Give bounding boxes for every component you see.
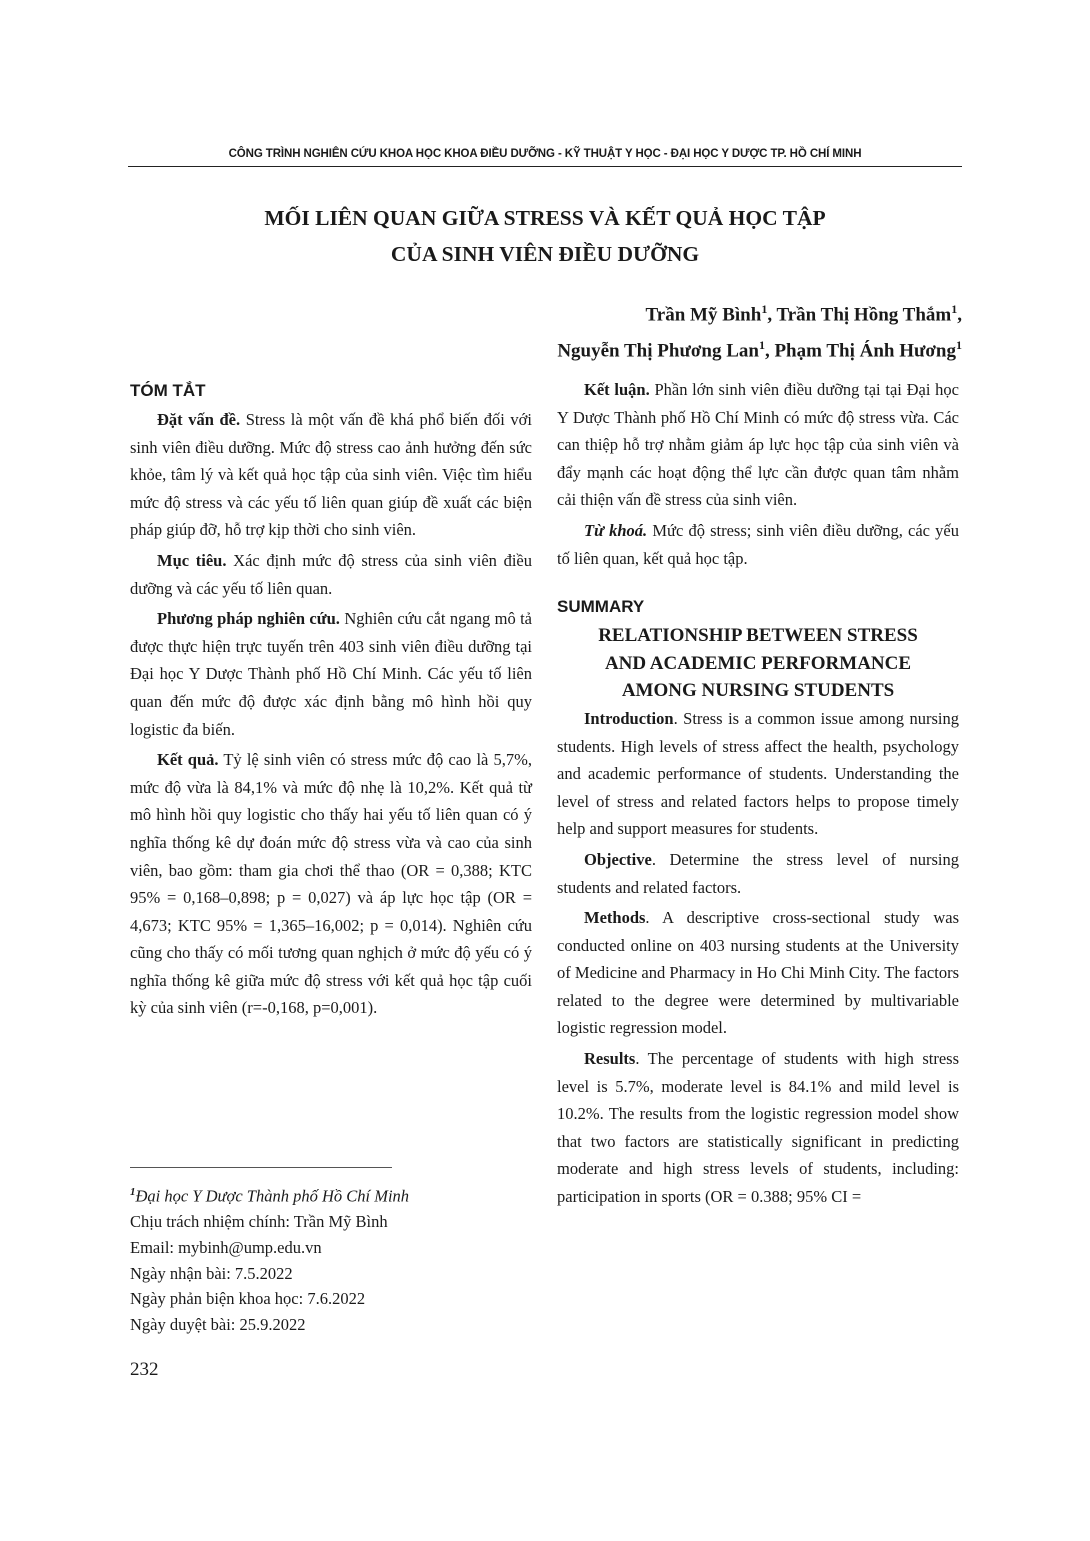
- abstract-paragraph: Kết quả. Tỷ lệ sinh viên có stress mức độ cao là 5,7%, mức độ vừa là 84,1% và mức độ nhẹ là 10,2%. Kết quả từ mô hình hồi quy logistic cho thấy hai yếu tố liên quan có ý nghĩa thống kê dự đoán mức độ stress vừa và cao của sinh viên, bao gồm: tham gia chơi thể thao (OR = 0,388; KTC 95% = 0,168–0,898; p = 0,027) và áp lực học tập (OR = 4,673; KTC 95% = 1,365–16,002; p = 0,014). Nghiên cứu cũng cho thấy có mối tương quan nghịch ở mức độ yếu có ý nghĩa thống kê giữa mức độ stress với kết quả học tập cuối kỳ của sinh viên (r=-0,168, p=0,001).: [130, 750, 532, 1018]
- footnote-accepted: Ngày duyệt bài: 25.9.2022: [130, 1315, 306, 1335]
- abstract-paragraph: Kết luận. Phần lớn sinh viên điều dưỡng tại tại Đại học Y Dược Thành phố Hồ Chí Minh có mức độ stress vừa. Các can thiệp hỗ trợ nhằm giảm áp lực học tập của sinh viên và đẩy mạnh các hoạt động thể lực cần được quan tâm nhằm cải thiện vấn đề stress của sinh viên.: [557, 380, 959, 510]
- running-head: CÔNG TRÌNH NGHIÊN CỨU KHOA HỌC KHOA ĐIỀU DƯỠNG - KỸ THUẬT Y HỌC - ĐẠI HỌC Y DƯỢC TP. HỒ CHÍ MINH: [228, 148, 862, 160]
- abstract-heading: TÓM TẮT: [130, 381, 206, 400]
- summary-title: RELATIONSHIP BETWEEN STRESS AND ACADEMIC PERFORMANCE AMONG NURSING STUDENTS: [598, 625, 918, 702]
- footnote-rule: [130, 1167, 392, 1168]
- author-name: Trần Thị Hồng Thắm: [776, 304, 952, 326]
- title-line-2: CỦA SINH VIÊN ĐIỀU DƯỠNG: [390, 242, 700, 266]
- summary-paragraph: Introduction. Stress is a common issue among nursing students. High levels of stress affect the health, psychology and academic performance of students. Understanding the level of stress and related factors helps to propose timely help and support measures for students.: [557, 708, 959, 839]
- author-name: Trần Mỹ Bình: [645, 304, 762, 326]
- author-affiliation-mark: 1: [956, 338, 962, 353]
- author-line-2: Nguyễn Thị Phương Lan$^1$, Phạm Thị Ánh Hương$^1$: [557, 338, 962, 362]
- footnote-received: Ngày nhận bài: 7.5.2022: [130, 1263, 293, 1283]
- author-affiliation-mark: 1: [758, 338, 765, 353]
- footnote-reviewed: Ngày phản biện khoa học: 7.6.2022: [130, 1289, 366, 1309]
- author-name: Nguyễn Thị Phương Lan: [557, 340, 759, 362]
- footnote-email: Email: mybinh@ump.edu.vn: [130, 1237, 322, 1257]
- header-rule: [128, 166, 962, 167]
- left-column: [130, 376, 532, 1025]
- author-affiliation-mark: 1: [761, 302, 768, 316]
- summary-paragraph: Objective. Determine the stress level of nursing students and related factors.: [557, 849, 959, 897]
- summary-paragraph: Results. The percentage of students with high stress level is 5.7%, moderate level is 84.1% and mild level is 10.2%. The results from the logistic regression model show that two factors are statistically significant in predicting moderate and high stress levels of students, including: participation in sports (OR = 0.388; 95% CI =: [557, 1049, 959, 1207]
- author-list: [557, 294, 962, 367]
- abstract-paragraph: Đặt vấn đề. Stress là một vấn đề khá phổ biến đối với sinh viên điều dưỡng. Mức độ stress cao ảnh hưởng đến sức khỏe, tâm lý và kết quả học tập của sinh viên. Việc tìm hiểu mức độ stress và các yếu tố liên quan giúp đề xuất các biện pháp giúp đỡ, hỗ trợ kịp thời cho sinh viên.: [130, 410, 532, 540]
- article-title: [128, 200, 962, 272]
- summary-paragraph: Methods. A descriptive cross-sectional study was conducted online on 403 nursing students at the University of Medicine and Pharmacy in Ho Chi Minh City. The factors related to the degree were determined by multivariable logistic regression model.: [557, 908, 959, 1038]
- author-affiliation-mark: 1: [951, 302, 958, 316]
- author-line-1: Trần Mỹ Bình$^1$, Trần Thị Hồng Thắm$^1$,: [645, 302, 962, 326]
- footnote-corresponding: Chịu trách nhiệm chính: Trần Mỹ Bình: [130, 1212, 388, 1232]
- page-number: 232: [130, 1359, 159, 1380]
- abstract-paragraph: Mục tiêu. Xác định mức độ stress của sinh viên điều dưỡng và các yếu tố liên quan.: [130, 550, 532, 598]
- footnote-affiliation: $^1$Đại học Y Dược Thành phố Hồ Chí Minh: [130, 1186, 410, 1206]
- author-name: Phạm Thị Ánh Hương: [774, 340, 956, 362]
- footnote: [130, 1180, 409, 1338]
- title-line-1: MỐI LIÊN QUAN GIỮA STRESS VÀ KẾT QUẢ HỌC TẬP: [264, 206, 826, 230]
- abstract-paragraph: Phương pháp nghiên cứu. Nghiên cứu cắt ngang mô tả được thực hiện trực tuyến trên 403 sinh viên điều dưỡng tại Đại học Y Dược Thành phố Hồ Chí Minh. Các yếu tố liên quan đến mức độ được xác định bằng mô hình hồi quy logistic đa biến.: [130, 609, 533, 739]
- right-column: [557, 376, 959, 1214]
- keywords-paragraph: Từ khoá. Mức độ stress; sinh viên điều dưỡng, các yếu tố liên quan, kết quả học tập.: [557, 520, 959, 568]
- summary-heading: SUMMARY: [557, 597, 645, 617]
